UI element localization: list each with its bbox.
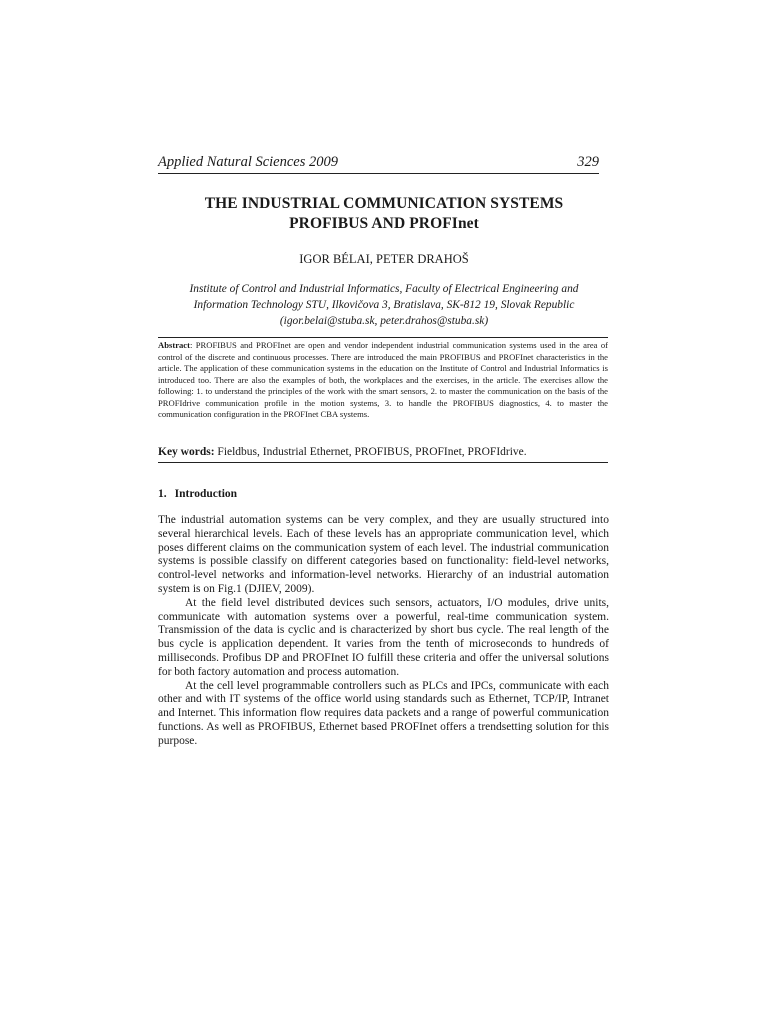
- title-line-2: PROFIBUS AND PROFInet: [289, 215, 479, 232]
- affiliation-emails: (igor.belai@stuba.sk, peter.drahos@stuba.sk): [279, 315, 489, 327]
- affiliation-line-2: Information Technology STU, Ilkovičova 3, Bratislava, SK-812 19, Slovak Republic: [193, 299, 575, 311]
- page-number: 329: [577, 154, 599, 170]
- paragraph-2: At the field level distributed devices such sensors, actuators, I/O modules, drive units, communicate with automation systems over a powerful, real-time communication system. Transmission of the data is cyclic and is characterized by short bus cycle. The real length of the bus cycle is application dependent. It varies from the tenth of microseconds to hundreds of milliseconds. Profibus DP and PROFInet IO fulfill these criteria and offer the universal solutions for both factory automation and process automation.: [158, 596, 609, 678]
- section-number: 1.: [158, 488, 167, 500]
- title-line-1: THE INDUSTRIAL COMMUNICATION SYSTEMS: [204, 195, 564, 212]
- running-head: [158, 153, 599, 174]
- paragraph-1: The industrial automation systems can be very complex, and they are usually structured into several hierarchical levels. Each of these levels has an appropriate communication level, which poses different claims on the communication system of each level. The industrial communication systems is possible classify on different categories based on functionality: field-level networks, control-level networks and information-level networks. Hierarchy of an industrial automation system is on Fig.1 (DJIEV, 2009).: [158, 514, 609, 595]
- affiliation-line-1: Institute of Control and Industrial Informatics, Faculty of Electrical Engineering and: [189, 283, 579, 295]
- abstract-label: Abstract: [158, 340, 190, 350]
- keywords-text: Fieldbus, Industrial Ethernet, PROFIBUS, PROFInet, PROFIdrive.: [214, 446, 527, 458]
- keywords-label: Key words:: [158, 446, 215, 458]
- journal-name: Applied Natural Sciences 2009: [158, 154, 339, 170]
- abstract: [158, 337, 608, 421]
- authors: IGOR BÉLAI, PETER DRAHOŠ: [299, 252, 469, 266]
- keywords: [158, 444, 608, 463]
- abstract-text: : PROFIBUS and PROFInet are open and vendor independent industrial communication systems used in the area of control of the discrete and continuous processes. There are introduced the main PROFIBUS and PROFInet characteristics in the article. The application of these communication systems in the education on the Institute of Control and Industrial Informatics is introduced too. There are also the examples of both, the workplaces and the exercises, in the article. The exercises allow the following: 1. to understand the principles of the work with the smart sensors, 2. to master the communication on the basis of the PROFIdrive communication profile in the motion systems, 3. to handle the PROFIBUS diagnostics, 4. to master the communication configuration in the PROFInet CBA systems.: [158, 340, 608, 419]
- section-heading: [158, 487, 237, 502]
- section-title: Introduction: [174, 488, 238, 500]
- affiliation: [158, 281, 610, 329]
- paper-title: [158, 194, 610, 234]
- body-text: [158, 514, 609, 749]
- paragraph-3: At the cell level programmable controllers such as PLCs and IPCs, communicate with each other and with IT systems of the office world using standards such as Ethernet, TCP/IP, Intranet and Internet. This information flow requires data packets and a range of powerful communication functions. As well as PROFIBUS, Ethernet based PROFInet offers a trendsetting solution for this purpose.: [158, 679, 609, 747]
